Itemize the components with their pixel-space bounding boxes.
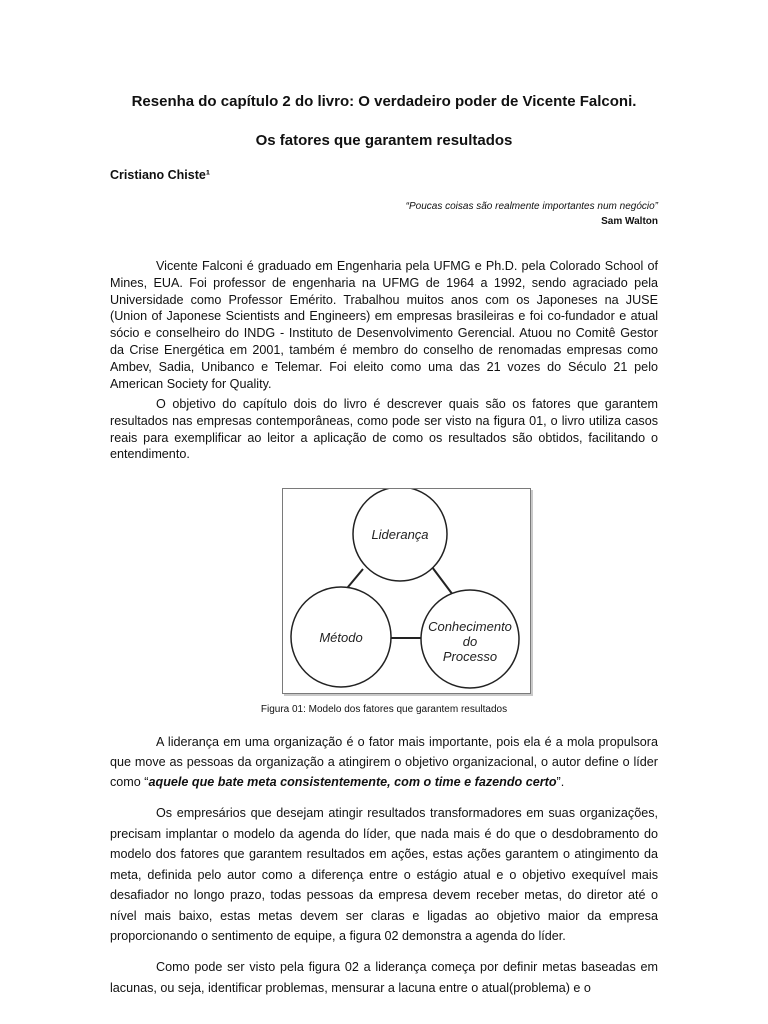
paragraph-leadership [110, 732, 658, 792]
paragraph-agenda [110, 803, 658, 947]
node-conhecimento-label-2: do [462, 634, 478, 649]
epigraph-quote: “Poucas coisas são realmente importantes num negócio” [405, 201, 658, 212]
paragraph-objective-text: O objetivo do capítulo dois do livro é descrever quais são os fatores que garantem resultados nas empresas contemporâneas, como pode ser visto na figura 01, o livro utiliza casos reais para exemplificar ao leitor a aplicação de como os resultados são obtidos, facilitando o entendimento. [110, 397, 658, 462]
paragraph-leadership-end: ”. [556, 775, 565, 789]
paragraph-biography [110, 258, 658, 392]
leader-definition-quote: aquele que bate meta consistentemente, com o time e fazendo certo [148, 775, 557, 789]
epigraph-author: Sam Walton [601, 216, 658, 227]
connector-lideranca-conhecimento [432, 567, 453, 595]
paragraph-figure02-text: Como pode ser visto pela figura 02 a liderança começa por definir metas baseadas em lacunas, ou seja, identificar problemas, mensurar a lacuna entre o atual(problema) e o [110, 960, 658, 995]
paragraph-agenda-text: Os empresários que desejam atingir resultados transformadores em suas organizações, precisam implantar o modelo da agenda do líder, que nada mais é do que o desdobramento do modelo dos fatores que garantem resultados em ações, estas ações garantem o atingimento da meta, definida pelo autor como a diferença entre o estágio atual e o objetivo exequível mais desafiador no longo prazo, todas pessoas da empresa devem receber metas, do diretor até o nível mais baixo, estas metas devem ser claras e ligadas ao objetivo maior da empresa proporcionando o sentimento de equipe, a figura 02 demonstra a agenda do líder. [110, 806, 658, 943]
figure-01 [282, 488, 531, 694]
node-lideranca-label: Liderança [371, 527, 429, 542]
factors-diagram [283, 489, 530, 693]
node-conhecimento-label-1: Conhecimento [428, 619, 512, 634]
document-subtitle: Os fatores que garantem resultados [255, 132, 513, 149]
node-metodo-label: Método [319, 630, 363, 645]
paragraph-biography-text: Vicente Falconi é graduado em Engenharia pela UFMG e Ph.D. pela Colorado School of Mines, EUA. Foi professor de engenharia na UFMG de 1964 a 1992, sendo agraciado pela Universidade como Professor Emérito. Trabalhou muitos anos com os Japoneses na JUSE (Union of Japonese Scientists and Engineers) em empresas brasileiras e foi co-fundador e atual sócio e conselheiro do INDG - Instituto de Desenvolvimento Gerencial. Atuou no Comitê Gestor da Crise Energética em 2001, também é membro do conselho de renomadas empresas como Ambev, Sadia, Unibanco e Telemar. Foi eleito como uma das 21 vozes do Século 21 pelo American Society for Quality. [110, 259, 658, 391]
paragraph-objective [110, 396, 658, 463]
paragraph-leadership-text: A liderança em uma organização é o fator mais importante, pois ela é a mola propulsora que move as pessoas da organização a atingirem o objetivo organizacional, o autor define o líder como “ [110, 735, 658, 789]
document-title: Resenha do capítulo 2 do livro: O verdadeiro poder de Vicente Falconi. [131, 93, 637, 110]
paragraph-figure02 [110, 957, 658, 998]
node-conhecimento-label-3: Processo [442, 649, 498, 664]
author-name: Cristiano Chiste¹ [110, 168, 211, 182]
figure-caption: Figura 01: Modelo dos fatores que garantem resultados [260, 704, 508, 715]
